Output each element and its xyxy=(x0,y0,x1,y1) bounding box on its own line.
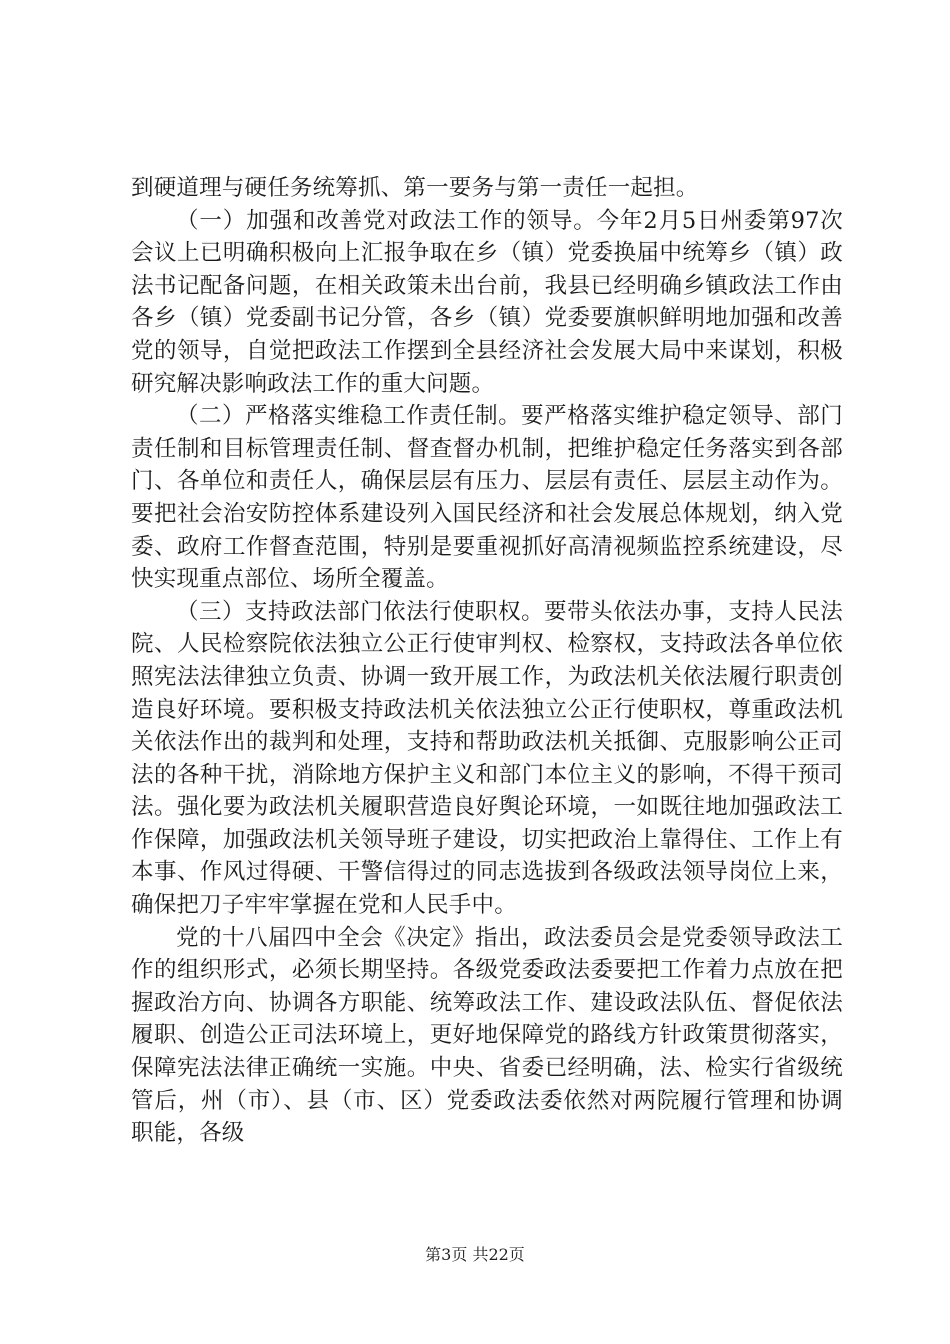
page-number-footer: 第3页 共22页 xyxy=(425,1245,525,1264)
paragraph-fourth-plenum: 党的十八届四中全会《决定》指出，政法委员会是党委领导政法工作的组织形式，必须长期坚持。各级党委政法委要把工作着力点放在把握政治方向、协调各方职能、统筹政法工作、建设政法队伍、督促依法履职、创造公正司法环境上，更好地保障党的路线方针政策贯彻落实，保障宪法法律正确统一实施。中央、省委已经明确，法、检实行省级统管后，州（市）、县（市、区）党委政法委依然对两院履行管理和协调职能，各级 xyxy=(131,924,843,1147)
paragraph-continuation: 到硬道理与硬任务统筹抓、第一要务与第一责任一起担。 xyxy=(131,175,699,201)
document-body xyxy=(131,172,843,1150)
paragraph-section-three: （三）支持政法部门依法行使职权。要带头依法办事，支持人民法院、人民检察院依法独立公正行使审判权、检察权，支持政法各单位依照宪法法律独立负责、协调一致开展工作，为政法机关依法履行职责创造良好环境。要积极支持政法机关依法独立公正行使职权，尊重政法机关依法作出的裁判和处理，支持和帮助政法机关抵御、克服影响公正司法的各种干扰，消除地方保护主义和部门本位主义的影响，不得干预司法。强化要为政法机关履职营造良好舆论环境，一如既往地加强政法工作保障，加强政法机关领导班子建设，切实把政治上靠得住、工作上有本事、作风过得硬、干警信得过的同志选拔到各级政法领导岗位上来，确保把刀子牢牢掌握在党和人民手中。 xyxy=(131,598,843,919)
paragraph-section-two: （二）严格落实维稳工作责任制。要严格落实维护稳定领导、部门责任制和目标管理责任制、督查督办机制，把维护稳定任务落实到各部门、各单位和责任人，确保层层有压力、层层有责任、层层主动作为。要把社会治安防控体系建设列入国民经济和社会发展总体规划，纳入党委、政府工作督查范围，特别是要重视抓好高清视频监控系统建设，尽快实现重点部位、场所全覆盖。 xyxy=(131,403,843,593)
paragraph-section-one: （一）加强和改善党对政法工作的领导。今年2月5日州委第97次会议上已明确积极向上汇报争取在乡（镇）党委换届中统筹乡（镇）政法书记配备问题，在相关政策未出台前，我县已经明确乡镇政法工作由各乡（镇）党委副书记分管，各乡（镇）党委要旗帜鲜明地加强和改善党的领导，自觉把政法工作摆到全县经济社会发展大局中来谋划，积极研究解决影响政法工作的重大问题。 xyxy=(131,207,843,397)
